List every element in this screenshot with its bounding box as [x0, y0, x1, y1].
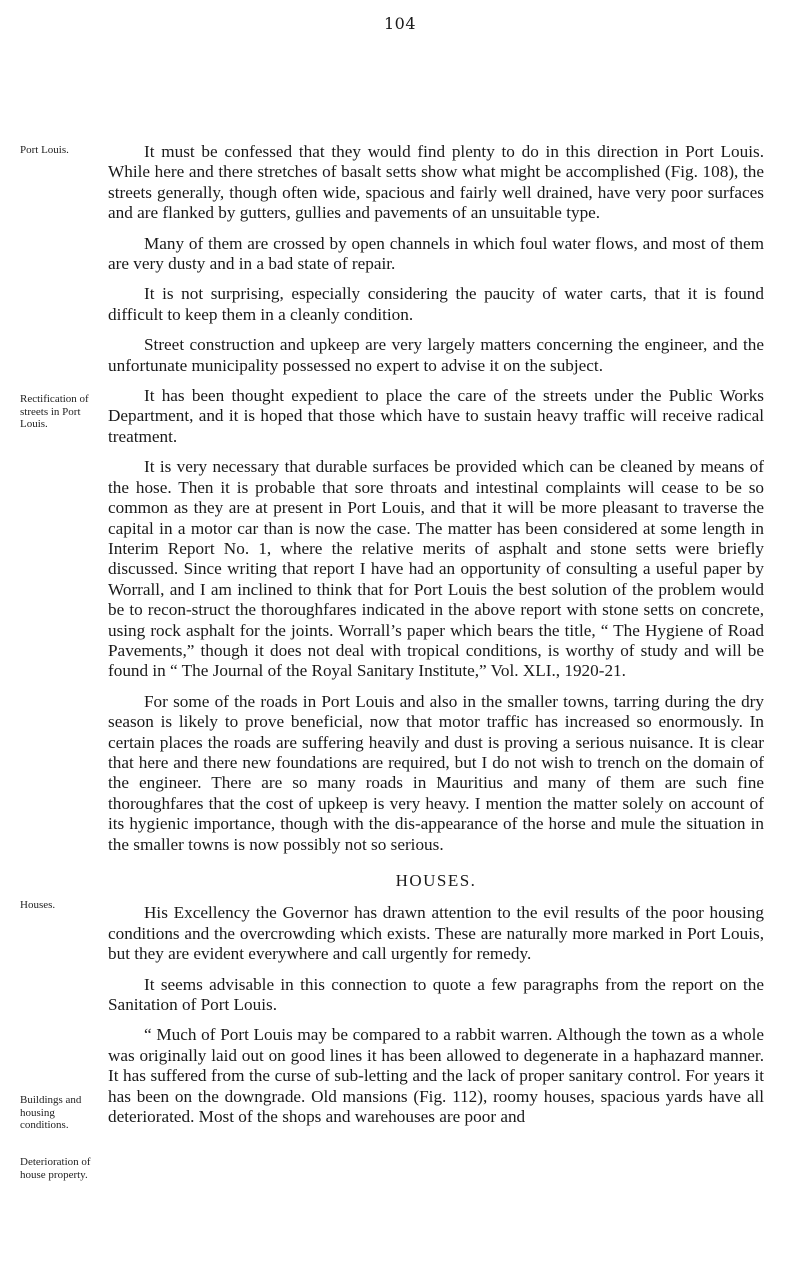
body-text — [108, 142, 764, 1137]
paragraph-streets-condition: It must be confessed that they would find plenty to do in this direction in Port Louis. While here and there stretches of basalt setts show what might be accomplished (Fig. 108), the streets generally, though often wide, spacious and fairly well drained, have very poor surfaces and are flanked by gutters, gullies and pavements of an unsuitable type. — [108, 142, 764, 223]
paragraph-street-construction: Street construction and upkeep are very largely matters concerning the engineer, and the unfortunate municipality possessed no expert to advise it on the subject. — [108, 335, 764, 375]
marginal-note-buildings: Buildings and housing conditions. — [20, 1094, 82, 1131]
marginal-note-port-louis: Port Louis. — [20, 144, 69, 156]
paragraph-rabbit-warren-quote: “ Much of Port Louis may be compared to a rabbit warren. Although the town as a whole was originally laid out on good lines it has been allowed to degenerate in a haphazard manner. It has suffered from the curse of sub-letting and the lack of proper sanitary control. For years it has been on the downgrade. Old mansions (Fig. 112), roomy houses, spacious yards have all deteriorated. Most of the shops and warehouses are poor and — [108, 1025, 764, 1127]
marginal-note-deterioration: Deterioration of house property. — [20, 1156, 91, 1181]
marginal-note-houses: Houses. — [20, 899, 56, 911]
paragraph-governor-housing: His Excellency the Governor has drawn attention to the evil results of the poor housing conditions and the overcrowding which exists. These are naturally more marked in Port Louis, but they are evident everywhere and call urgently for remedy. — [108, 903, 764, 964]
paragraph-open-channels: Many of them are crossed by open channels in which foul water flows, and most of them are very dusty and in a bad state of repair. — [108, 233, 764, 274]
paragraph-public-works: It has been thought expedient to place the care of the streets under the Public Works Department, and it is hoped that those which have to sustain heavy traffic will receive radical treatment. — [108, 386, 764, 446]
paragraph-tarring: For some of the roads in Port Louis and also in the smaller towns, tarring during the dry season is likely to prove beneficial, now that motor traffic has increased so enormously. In certain places the roads are suffering heavily and dust is proving a serious nuisance. It is clear that here and there new foundations are required, but I do not wish to trench on the domain of the engineer. There are so many roads in Mauritius and many of them are such fine thoroughfares that the cost of upkeep is very heavy. I mention the matter solely on account of its hygienic importance, though with the dis-appearance of the horse and mule the situation in the smaller towns is now possibly not so serious. — [108, 691, 764, 854]
page-number: 104 — [383, 14, 417, 33]
marginal-note-rectification: Rectification of streets in Port Louis. — [20, 393, 89, 430]
paragraph-durable-surfaces: It is very necessary that durable surfaces be provided which can be cleaned by means of the hose. Then it is probable that sore throats and intestinal complaints will cease to be so common as they are at present in Port Louis, and that it will be more pleasant to traverse the capital in a motor car than is now the case. The matter has been considered at some length in Interim Report No. 1, where the relative merits of asphalt and stone setts were briefly discussed. Since writing that report I have had an opportunity of consulting a useful paper by Worrall, and I am inclined to think that for Port Louis the best solution of the problem would be to recon-struct the thoroughfares indicated in the above report with stone setts on concrete, using rock asphalt for the joints. Worrall’s paper which bears the title, “ The Hygiene of Road Pavements,” though it does not deal with tropical conditions, is worthy of study and will be found in “ The Journal of the Royal Sanitary Institute,” Vol. XLI., 1920-21. — [108, 457, 764, 681]
paragraph-water-carts: It is not surprising, especially considering the paucity of water carts, that it is found difficult to keep them in a cleanly condition. — [108, 284, 764, 324]
paragraph-quote-intro: It seems advisable in this connection to quote a few paragraphs from the report on the Sanitation of Port Louis. — [108, 974, 764, 1015]
section-heading-houses: HOUSES. — [395, 871, 477, 890]
